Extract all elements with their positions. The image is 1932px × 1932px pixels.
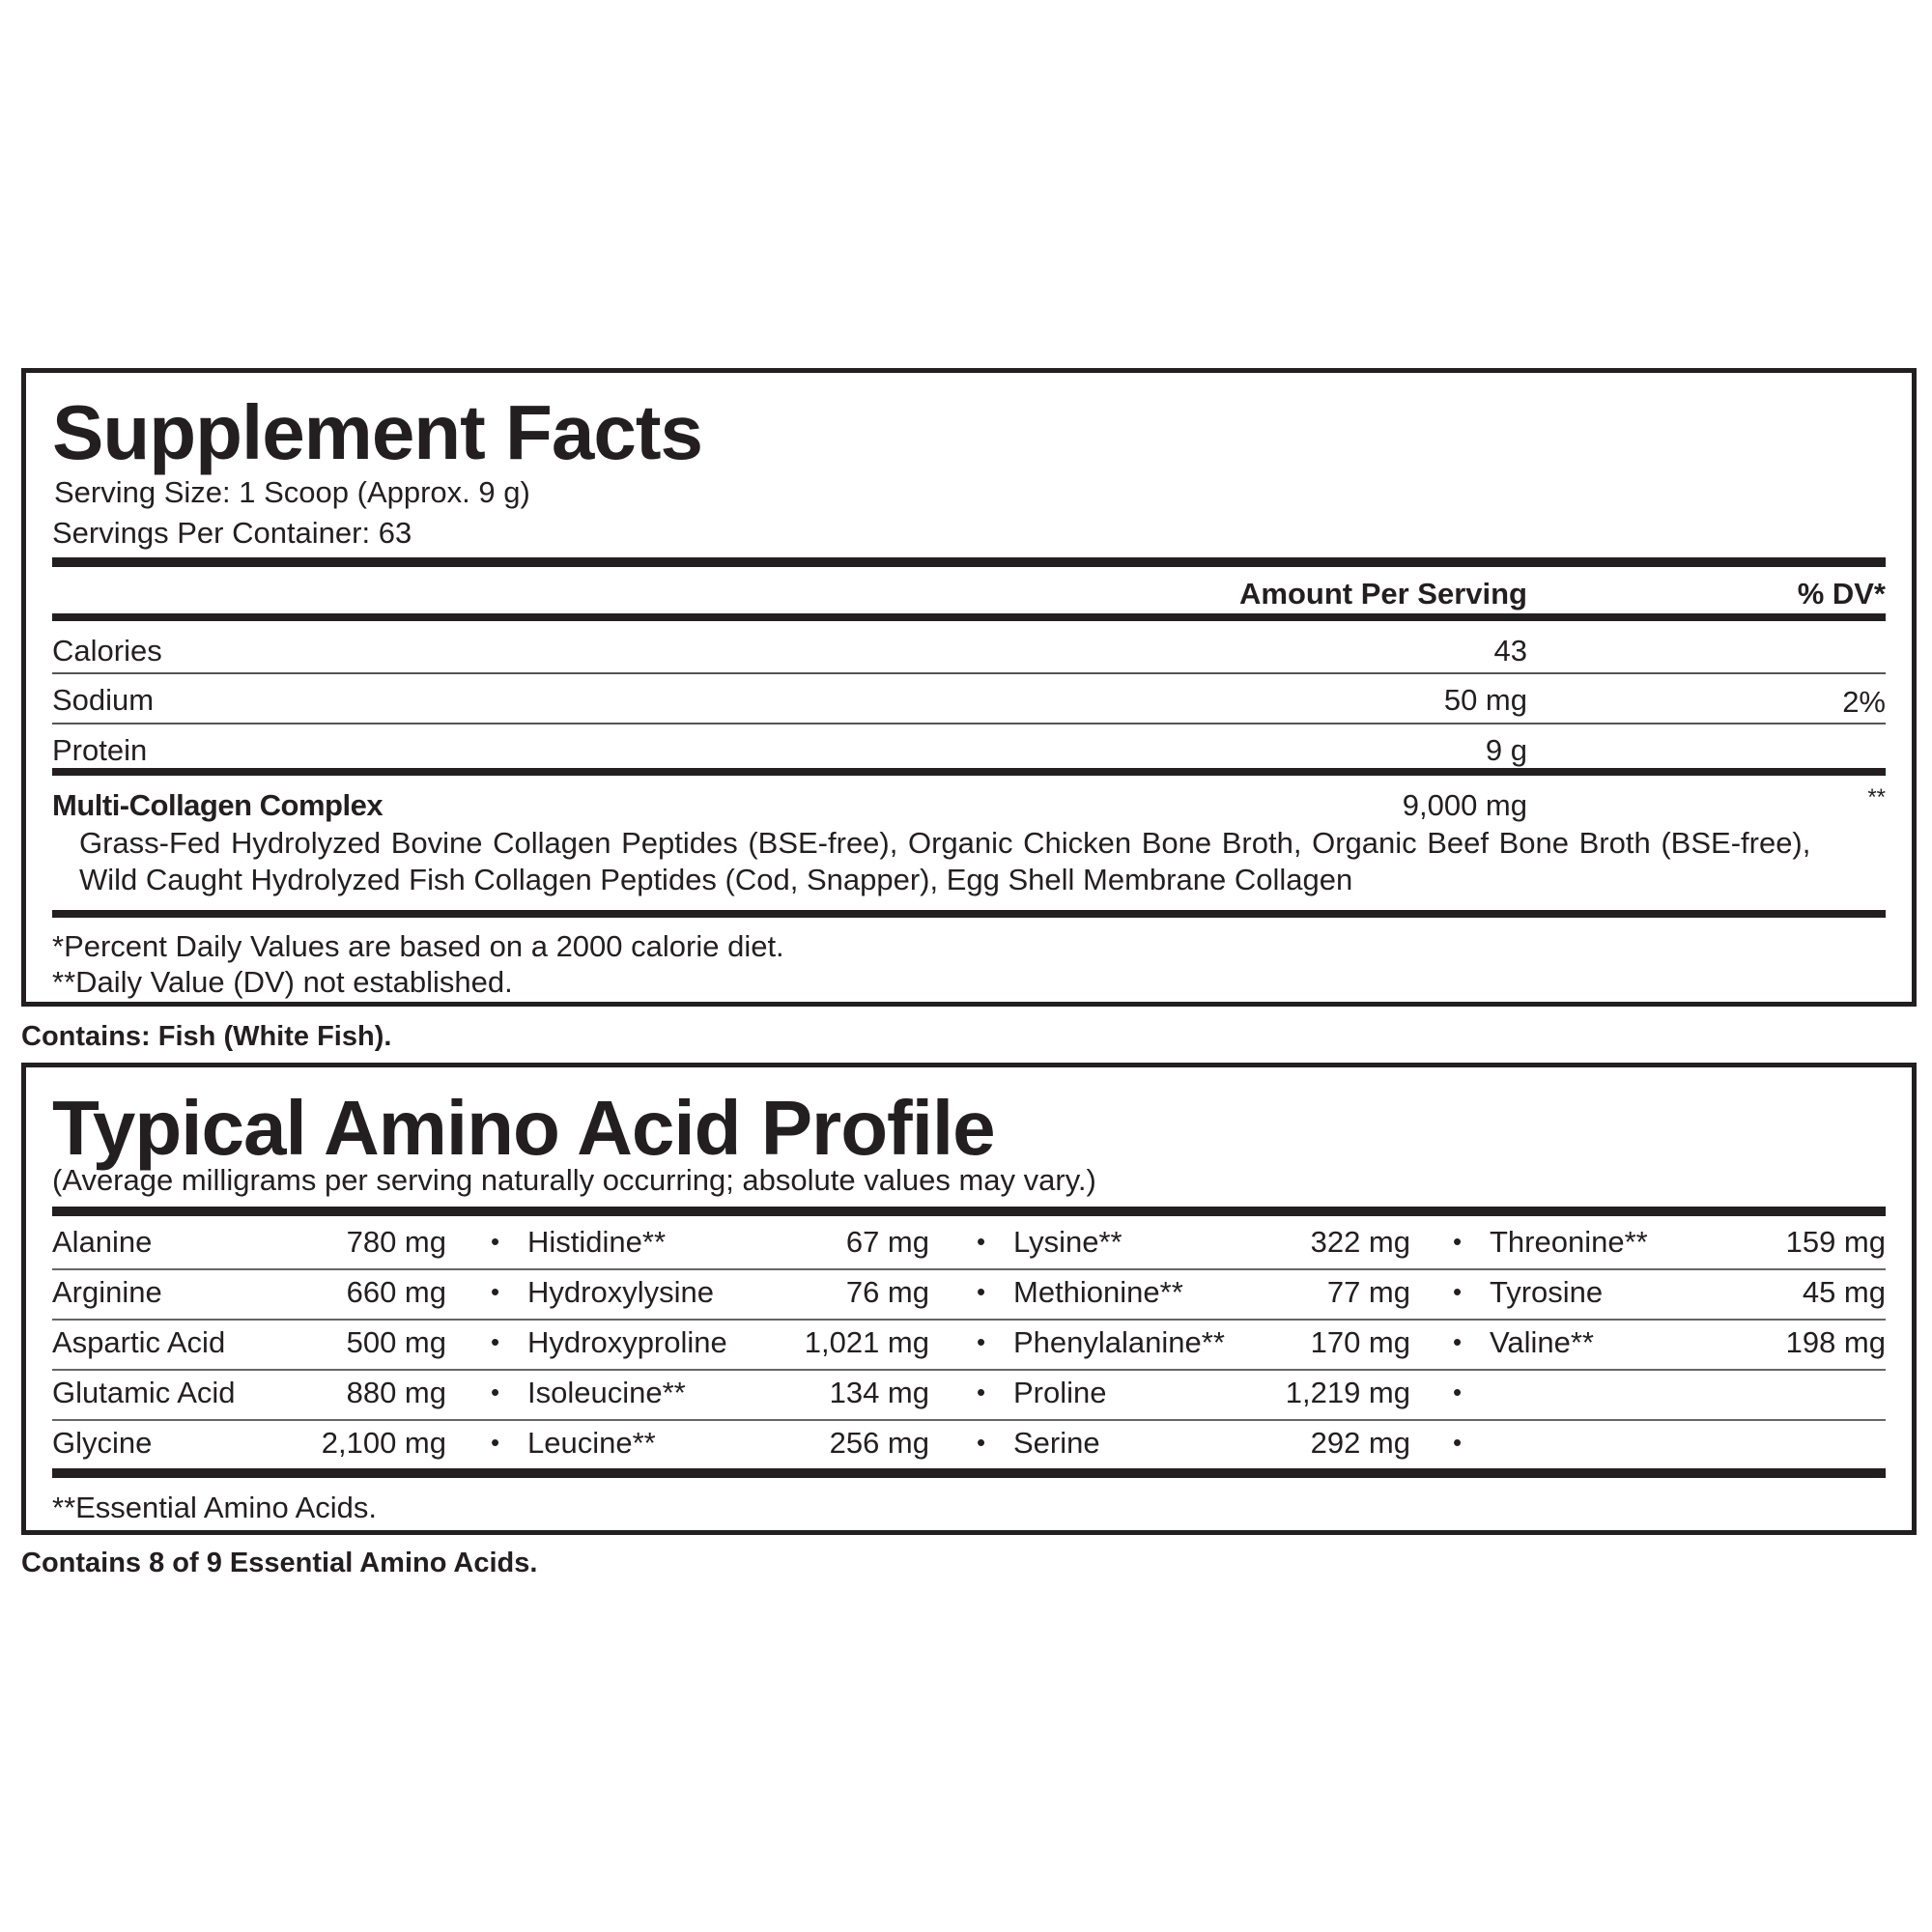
dv-header: % DV* (1797, 577, 1886, 611)
nutrient-name-protein: Protein (52, 733, 148, 767)
nutrient-dv-sodium: 2% (1842, 685, 1886, 719)
divider-thin (52, 723, 1886, 724)
bullet-separator: • (977, 1227, 986, 1256)
amino-amount: 77 mg (1326, 1275, 1410, 1309)
amino-row (52, 1370, 1886, 1420)
serving-size: Serving Size: 1 Scoop (Approx. 9 g) (54, 475, 530, 509)
divider-medium (52, 910, 1886, 918)
amino-amount: 880 mg (346, 1376, 446, 1409)
supplement-facts-inner (52, 373, 1886, 1002)
supplement-facts-panel (21, 368, 1917, 1007)
amino-amount: 292 mg (1310, 1426, 1410, 1460)
amino-amount: 67 mg (845, 1225, 929, 1259)
divider-medium (52, 768, 1886, 776)
complex-amount: 9,000 mg (1402, 788, 1527, 822)
amino-row (52, 1320, 1886, 1370)
servings-per-container: Servings Per Container: 63 (52, 516, 412, 550)
amino-name: Proline (1013, 1376, 1107, 1409)
amino-amount: 198 mg (1785, 1325, 1886, 1359)
amount-per-serving-header: Amount Per Serving (1239, 577, 1527, 611)
bullet-separator: • (1453, 1428, 1463, 1457)
amino-name: Hydroxylysine (527, 1275, 714, 1309)
amino-name: Glutamic Acid (52, 1376, 236, 1409)
divider-thick (52, 557, 1886, 567)
amino-amount: 134 mg (829, 1376, 929, 1409)
amino-name: Methionine** (1013, 1275, 1183, 1309)
amino-amount: 256 mg (829, 1426, 929, 1460)
bullet-separator: • (977, 1327, 986, 1356)
amino-amount: 45 mg (1802, 1275, 1886, 1309)
amino-amount: 170 mg (1310, 1325, 1410, 1359)
nutrient-name-calories: Calories (52, 634, 162, 668)
amino-amount: 322 mg (1310, 1225, 1410, 1259)
amino-profile-subtitle: (Average milligrams per serving naturally occurring; absolute values may vary.) (52, 1163, 1096, 1197)
essential-amino-statement: Contains 8 of 9 Essential Amino Acids. (21, 1548, 538, 1578)
amino-amount: 660 mg (346, 1275, 446, 1309)
amino-name: Threonine** (1490, 1225, 1648, 1259)
bullet-separator: • (977, 1277, 986, 1306)
amino-amount: 500 mg (346, 1325, 446, 1359)
bullet-separator: • (977, 1428, 986, 1457)
amino-name: Aspartic Acid (52, 1325, 226, 1359)
amino-name: Lysine** (1013, 1225, 1122, 1259)
divider-thick (52, 1468, 1886, 1478)
nutrient-amount-sodium: 50 mg (1443, 683, 1527, 717)
amino-name: Glycine (52, 1426, 153, 1460)
nutrient-amount-protein: 9 g (1485, 733, 1527, 767)
divider-thick (52, 1207, 1886, 1216)
bullet-separator: • (491, 1378, 500, 1406)
complex-dv: ** (1867, 784, 1886, 810)
supplement-facts-title: Supplement Facts (52, 389, 703, 475)
bullet-separator: • (1453, 1277, 1463, 1306)
amino-amount: 1,219 mg (1285, 1376, 1410, 1409)
bullet-separator: • (491, 1277, 500, 1306)
amino-name: Hydroxyproline (527, 1325, 727, 1359)
complex-ingredients-line1: Grass-Fed Hydrolyzed Bovine Collagen Peptides (BSE-free), Organic Chicken Bone Broth, Organic Beef Bone Broth (BSE-free), (79, 826, 1811, 860)
amino-name: Alanine (52, 1225, 153, 1259)
amino-amount: 1,021 mg (804, 1325, 929, 1359)
bullet-separator: • (1453, 1227, 1463, 1256)
amino-name: Arginine (52, 1275, 162, 1309)
bullet-separator: • (1453, 1327, 1463, 1356)
amino-profile-title: Typical Amino Acid Profile (52, 1085, 995, 1171)
amino-amount: 159 mg (1785, 1225, 1886, 1259)
amino-name: Serine (1013, 1426, 1100, 1460)
amino-acid-profile-panel (21, 1063, 1917, 1535)
amino-name: Isoleucine** (527, 1376, 686, 1409)
divider-thin (52, 672, 1886, 674)
bullet-separator: • (491, 1227, 500, 1256)
amino-name: Leucine** (527, 1426, 656, 1460)
essential-footnote: **Essential Amino Acids. (52, 1491, 378, 1524)
amino-name: Phenylalanine** (1013, 1325, 1225, 1359)
complex-name: Multi-Collagen Complex (52, 788, 384, 822)
amino-row (52, 1219, 1886, 1269)
amino-name: Valine** (1490, 1325, 1595, 1359)
complex-ingredients-line2: Wild Caught Hydrolyzed Fish Collagen Peptides (Cod, Snapper), Egg Shell Membrane Collagen (79, 863, 1353, 896)
amino-amount: 780 mg (346, 1225, 446, 1259)
amino-row (52, 1269, 1886, 1320)
bullet-separator: • (1453, 1378, 1463, 1406)
bullet-separator: • (491, 1428, 500, 1457)
nutrient-name-sodium: Sodium (52, 683, 155, 717)
amino-acid-grid (52, 1219, 1886, 1470)
bullet-separator: • (491, 1327, 500, 1356)
amino-name: Tyrosine (1490, 1275, 1604, 1309)
divider-medium (52, 613, 1886, 621)
amino-row (52, 1420, 1886, 1470)
amino-amount: 2,100 mg (321, 1426, 446, 1460)
amino-name: Histidine** (527, 1225, 667, 1259)
bullet-separator: • (977, 1378, 986, 1406)
footnote-daily-values: *Percent Daily Values are based on a 2000 calorie diet. (52, 929, 784, 963)
amino-acid-profile-inner (52, 1067, 1886, 1530)
allergen-statement: Contains: Fish (White Fish). (21, 1021, 392, 1052)
nutrient-amount-calories: 43 (1493, 634, 1527, 668)
amino-amount: 76 mg (845, 1275, 929, 1309)
footnote-dv-not-established: **Daily Value (DV) not established. (52, 965, 513, 999)
